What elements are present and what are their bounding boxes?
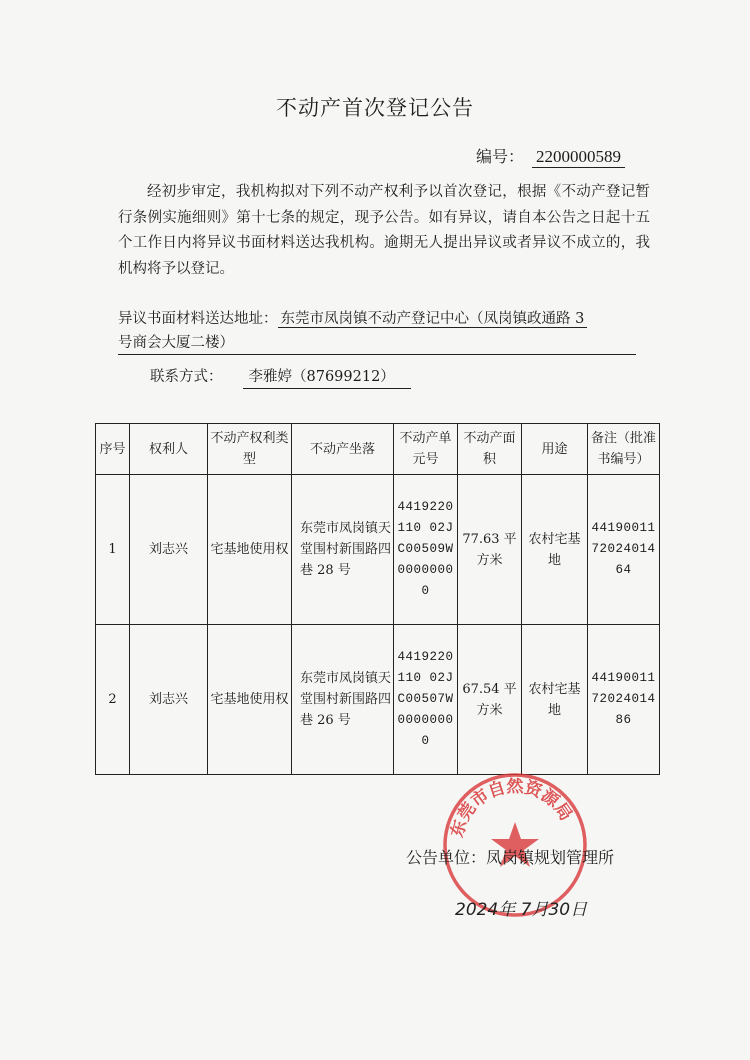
cell-area: 67.54 平方米 [458, 625, 522, 775]
header-remark: 备注（批准书编号） [588, 424, 660, 475]
header-right-type: 不动产权利类型 [208, 424, 292, 475]
number-label: 编号： [476, 147, 525, 166]
header-usage: 用途 [522, 424, 588, 475]
cell-seq: 1 [96, 475, 130, 625]
cell-holder: 刘志兴 [130, 625, 208, 775]
cell-usage: 农村宅基地 [522, 475, 588, 625]
address-value-line1: 东莞市凤岗镇不动产登记中心（凤岗镇政通路 3 [278, 311, 588, 328]
registration-table [95, 423, 660, 775]
header-area: 不动产面积 [458, 424, 522, 475]
cell-right-type: 宅基地使用权 [208, 475, 292, 625]
address-label: 异议书面材料送达地址： [118, 311, 278, 327]
cell-area: 77.63 平方米 [458, 475, 522, 625]
notice-body: 经初步审定，我机构拟对下列不动产权利予以首次登记，根据《不动产登记暂行条例实施细则》第十七条的规定，现予公告。如有异议，请自本公告之日起十五个工作日内将异议书面材料送达我机构。逾期无人提出异议或者异议不成立的，我机构将予以登记。 [118, 184, 650, 277]
notice-number [476, 144, 625, 168]
cell-location: 东莞市凤岗镇天堂围村新围路四巷 26 号 [292, 625, 394, 775]
header-seq: 序号 [96, 424, 130, 475]
cell-location: 东莞市凤岗镇天堂围村新围路四巷 28 号 [292, 475, 394, 625]
header-unit-no: 不动产单元号 [394, 424, 458, 475]
page-title: 不动产首次登记公告 [276, 96, 474, 120]
contact-label: 联系方式： [150, 369, 223, 385]
seal-text: 东莞市自然资源局 [447, 776, 576, 840]
contact-info [150, 366, 411, 389]
address-value-line2: 号商会大厦二楼） [118, 332, 636, 355]
cell-unit-no: 4419220110 02JC00509W00000000 [394, 475, 458, 625]
cell-holder: 刘志兴 [130, 475, 208, 625]
cell-remark: 441900117202401486 [588, 625, 660, 775]
header-holder: 权利人 [130, 424, 208, 475]
table-row [96, 625, 660, 775]
number-value: 2200000589 [532, 147, 625, 168]
contact-value: 李雅婷（87699212） [243, 366, 411, 389]
cell-seq: 2 [96, 625, 130, 775]
cell-usage: 农村宅基地 [522, 625, 588, 775]
cell-unit-no: 4419220110 02JC00507W00000000 [394, 625, 458, 775]
table-row [96, 475, 660, 625]
objection-address [118, 307, 638, 331]
table-header-row [96, 424, 660, 475]
cell-right-type: 宅基地使用权 [208, 625, 292, 775]
cell-remark: 441900117202401464 [588, 475, 660, 625]
issuer: 公告单位：凤岗镇规划管理所 [406, 848, 615, 867]
signature-date: 2024年 7月30日 [455, 900, 588, 920]
header-location: 不动产坐落 [292, 424, 394, 475]
